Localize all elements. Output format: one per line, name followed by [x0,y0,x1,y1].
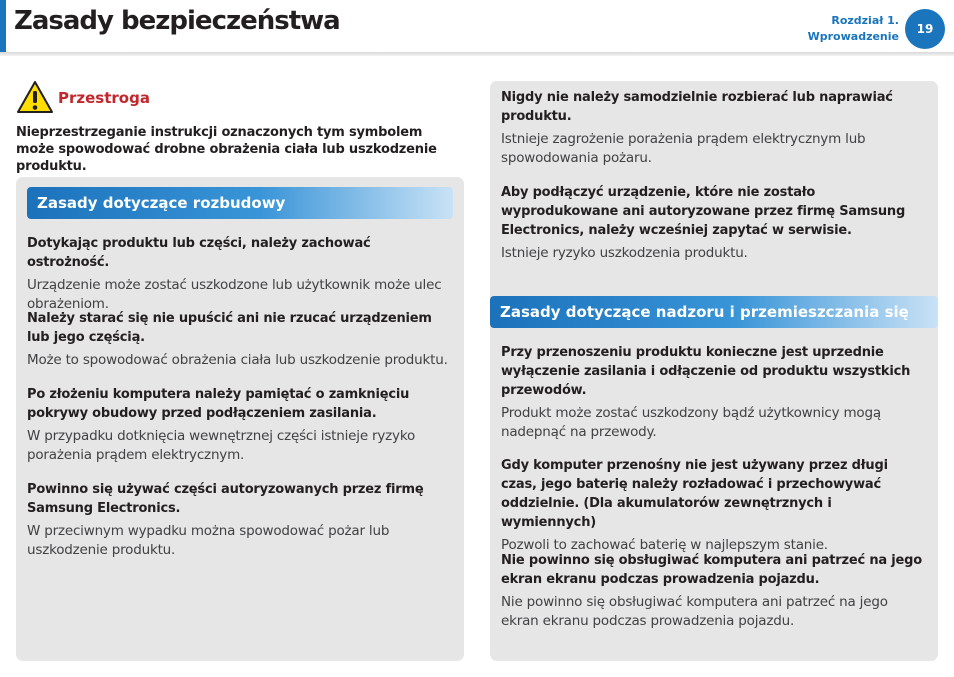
rule-item [27,234,452,314]
header-divider [0,52,954,56]
page-number-badge: 19 [905,9,945,49]
rule-description: Istnieje ryzyko uszkodzenia produktu. [501,245,748,261]
caution-label: Przestroga [58,89,150,107]
rule-title: Po złożeniu komputera należy pamiętać o zamknięciu pokrywy obudowy przed podłączeniem zasilania. [27,387,410,421]
rule-description: Nie powinno się obsługiwać komputera ani patrzeć na jego ekran ekranu podczas prowadzenia pojazdu. [501,594,888,629]
rule-description: Może to spowodować obrażenia ciała lub uszkodzenie produktu. [27,352,448,368]
rule-description: Produkt może zostać uszkodzony bądź użytkownicy mogą nadepnąć na przewody. [501,405,881,440]
upgrade-rules-heading: Zasady dotyczące rozbudowy [27,187,453,219]
transport-rules-heading: Zasady dotyczące nadzoru i przemieszczania się [490,296,938,328]
rule-item [27,385,452,465]
rule-item [501,183,926,263]
caution-text: Nieprzestrzeganie instrukcji oznaczonych tym symbolem może spowodować drobne obrażenia ciała lub uszkodzenie produktu. [16,125,437,174]
rule-description: W przypadku dotknięcia wewnętrznej części istnieje ryzyko porażenia prądem elektrycznym. [27,428,416,463]
rule-title: Dotykając produktu lub części, należy zachować ostrożność. [27,236,371,270]
caution-header [16,80,456,114]
warning-triangle-icon [16,80,54,114]
chapter-number: Rozdział 1. [831,14,899,27]
rule-description: Urządzenie może zostać uszkodzone lub użytkownik może ulec obrażeniom. [27,277,442,312]
chapter-label [808,13,899,45]
rule-title: Aby podłączyć urządzenie, które nie zostało wyprodukowane ani autoryzowane przez firmę Samsung Electronics, należy wcześniej zapytać w serwisie. [501,185,906,238]
rule-title: Nie powinno się obsługiwać komputera ani patrzeć na jego ekran ekranu podczas prowadzenia pojazdu. [501,553,922,587]
rule-title: Przy przenoszeniu produktu konieczne jest uprzednie wyłączenie zasilania i odłączenie od produktu wszystkich przewodów. [501,345,911,398]
rule-title: Nigdy nie należy samodzielnie rozbierać lub naprawiać produktu. [501,90,893,124]
rule-item [501,551,926,631]
rule-title: Należy starać się nie upuścić ani nie rzucać urządzeniem lub jego częścią. [27,311,432,345]
upgrade-rules-panel [16,177,464,661]
rule-description: W przeciwnym wypadku można spowodować pożar lub uszkodzenie produktu. [27,523,390,558]
rule-item [501,343,926,442]
rule-title: Powinno się używać części autoryzowanych przez firmę Samsung Electronics. [27,482,424,516]
chapter-name: Wprowadzenie [807,30,899,43]
rule-item [27,480,452,560]
rule-description: Pozwoli to zachować baterię w najlepszym stanie. [501,537,828,553]
header-accent-bar [0,0,6,52]
rule-item [501,88,926,168]
caution-block [16,80,456,175]
rule-title: Gdy komputer przenośny nie jest używany przez długi czas, jego baterię należy rozładować i przechowywać oddzielnie. (Dla akumulatorów zewnętrznych i wymiennych) [501,458,888,530]
rule-item [501,456,926,555]
rule-description: Istnieje zagrożenie porażenia prądem elektrycznym lub spowodowania pożaru. [501,131,866,166]
rule-item [27,309,452,370]
page-title: Zasady bezpieczeństwa [14,6,340,36]
general-rules-panel [490,81,938,661]
